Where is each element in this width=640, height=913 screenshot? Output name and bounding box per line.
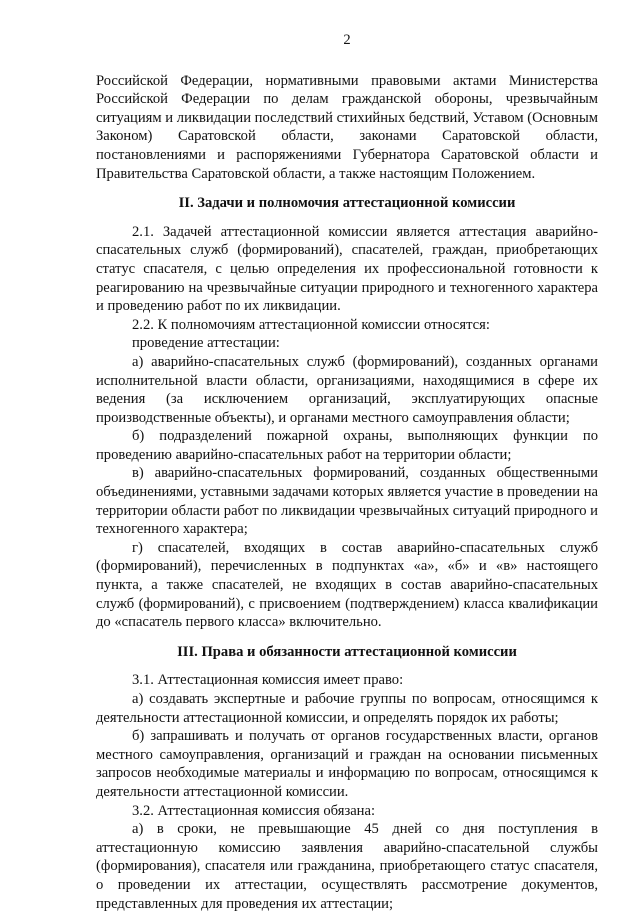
intro-paragraph: Российской Федерации, нормативными правовыми актами Министерства Российской Федерации по делам гражданской обороны, чрезвычайным ситуациям и ликвидации последствий стихийных бедствий, Уставом (Основным Законом) Саратовской области, законами Саратовской области, постановлениями и распоряжениями Губернатора Саратовской области и Правительства Саратовской области, а также настоящим Положением. [96,72,598,182]
paragraph-3-2-a: а) в сроки, не превышающие 45 дней со дня поступления в аттестационную комиссию заявления аварийно-спасательной службы (формирования), спасателя или гражданина, приобретающего статус спасателя, о проведении их аттестации, осуществлять рассмотрение документов, представленных для проведения их аттестации; [96,821,598,912]
paragraph-2-2: 2.2. К полномочиям аттестационной комиссии относятся: [132,316,490,333]
paragraph-2-2-v: в) аварийно-спасательных формирований, созданных общественными объединениями, уставными задачами которых является участие в проведении на территории области работ по ликвидации чрезвычайных ситуаций природного и техногенного характера; [96,465,598,538]
section-2-heading: II. Задачи и полномочия аттестационной комиссии [178,195,516,212]
paragraph-2-2-g: г) спасателей, входящих в состав аварийно-спасательных служб (формирований), перечисленных в подпунктах «а», «б» и «в» настоящего пункта, а также спасателей, не входящих в состав аварийно-спасательных служб (формирований), с присвоением (подтверждением) класса квалификации до «спасатель первого класса» включительно. [96,539,598,631]
paragraph-2-1: 2.1. Задачей аттестационной комиссии является аттестация аварийно-спасательных служб (формирований), спасателей, граждан, приобретающих статус спасателя, с целью определения их профессиональной готовности к реагированию на чрезвычайные ситуации природного и техногенного характера и проведению работ по их ликвидации. [96,223,598,315]
section-3-heading: III. Права и обязанности аттестационной комиссии [177,643,517,660]
paragraph-3-1: 3.1. Аттестационная комиссия имеет право: [132,672,404,689]
paragraph-2-2-b: б) подразделений пожарной охраны, выполняющих функции по проведению аварийно-спасательных работ на территории области; [96,428,598,463]
page-number: 2 [343,32,351,48]
paragraph-2-2-lead: проведение аттестации: [132,335,280,352]
paragraph-3-1-a: а) создавать экспертные и рабочие группы по вопросам, относящимся к деятельности аттестационной комиссии, и определять порядок их работы; [96,691,598,726]
paragraph-3-1-b: б) запрашивать и получать от органов государственных власти, органов местного самоуправления, организаций и граждан на основании письменных запросов необходимые материалы и информацию по вопросам, относящимся к деятельности аттестационной комиссии. [96,728,598,800]
paragraph-3-2: 3.2. Аттестационная комиссия обязана: [132,802,376,819]
paragraph-2-2-a: а) аварийно-спасательных служб (формирований), созданных органами исполнительной власти области, организациями, находящимися в сфере их ведения (за исключением организаций, эксплуатирующих опасные производственные объекты), и органами местного самоуправления области; [96,353,598,426]
